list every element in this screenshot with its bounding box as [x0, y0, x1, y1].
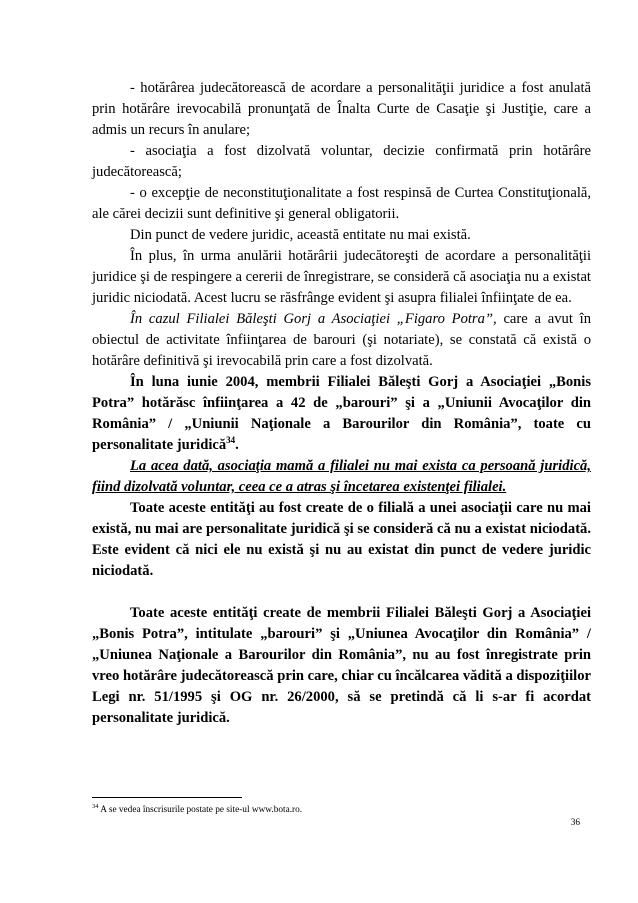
page-number: 36 — [570, 818, 580, 828]
paragraph-mother-association-dissolved: La acea dată, asociaţia mamă a filialei nu mai exista ca persoană juridică, fiind dizolvată voluntar, ceea ce a atras şi încetarea existenţei filialei. — [92, 458, 591, 495]
paragraph-june-2004 — [92, 372, 591, 456]
footnote-separator — [92, 797, 242, 798]
june-2004-end: . — [235, 437, 239, 453]
paragraph-entities-do-not-exist: Toate aceste entităţi au fost create de o filială a unei asociaţii care nu mai există, nu mai are personalitate juridică şi se consideră că nu a existat niciodată. Este evident că nici ele nu există şi nu au existat din punct de vedere juridic niciodată. — [92, 500, 591, 579]
paragraph-never-existed: În plus, în urma anulării hotărârii judecătoreşti de acordare a personalităţii juridice şi de respingere a cererii de înregistrare, se consideră că asociaţia nu a existat juridic niciodată. Acest lucru se răsfrânge evident şi asupra filialei înfiinţate de ea. — [92, 248, 591, 306]
footnote-text: A se vedea înscrisurile postate pe site-ul www.bota.ro. — [98, 805, 303, 815]
figaro-italic-lead: În cazul Filialei Băleşti Gorj a Asociaţiei „Figaro Potra”, — [130, 311, 497, 327]
paragraph-no-longer-exists: Din punct de vedere juridic, această entitate nu mai există. — [130, 227, 471, 243]
paragraph-dissolution: - asociaţia a fost dizolvată voluntar, decizie confirmată prin hotărâre judecătorească; — [92, 143, 591, 180]
footnote-number: 34 — [92, 802, 99, 810]
body-text — [92, 78, 591, 729]
paragraph-unconstitutionality: - o excepţie de neconstituţionalitate a fost respinsă de Curtea Constituţională, ale cărei decizii sunt definitive şi general obligatorii. — [92, 185, 591, 222]
paragraph-not-registered: Toate aceste entităţi create de membrii Filialei Băleşti Gorj a Asociaţiei „Bonis Potra”, intitulate „barouri” şi „Uniunea Avocaţilor din România” / „Uniunea Naţionale a Barourilor din România”, nu au fost înregistrate prin vreo hotărâre judecătorească prin care, chiar cu încălcarea vădită a dispoziţiilor Legi nr. 51/1995 şi OG nr. 26/2000, să se pretindă că li s-ar fi acordat personalitate juridică. — [92, 605, 591, 726]
paragraph-annulment: - hotărârea judecătorească de acordare a personalităţii juridice a fost anulată prin hotărâre irevocabilă pronunţată de Înalta Curte de Casaţie şi Justiţie, care a admis un recurs în anulare; — [92, 80, 591, 138]
footnote-reference: 34 — [226, 435, 236, 446]
footnote — [92, 804, 591, 816]
june-2004-text: În luna iunie 2004, membrii Filialei Băleşti Gorj a Asociaţiei „Bonis Potra” hotărăsc înfiinţarea a 42 de „barouri” şi a „Uniunii Avocaţilor din România” / „Uniunii Naţionale a Barourilor din România”, toate cu personalitate juridică — [92, 374, 591, 453]
figaro-rest: care a avut în obiectul de activitate înfiinţarea de barouri (şi notariate), se constată că există o hotărâre definitivă şi irevocabilă prin care a fost dizolvată. — [92, 311, 592, 369]
paragraph-figaro-potra — [92, 309, 591, 372]
paragraph-gap — [92, 582, 591, 603]
